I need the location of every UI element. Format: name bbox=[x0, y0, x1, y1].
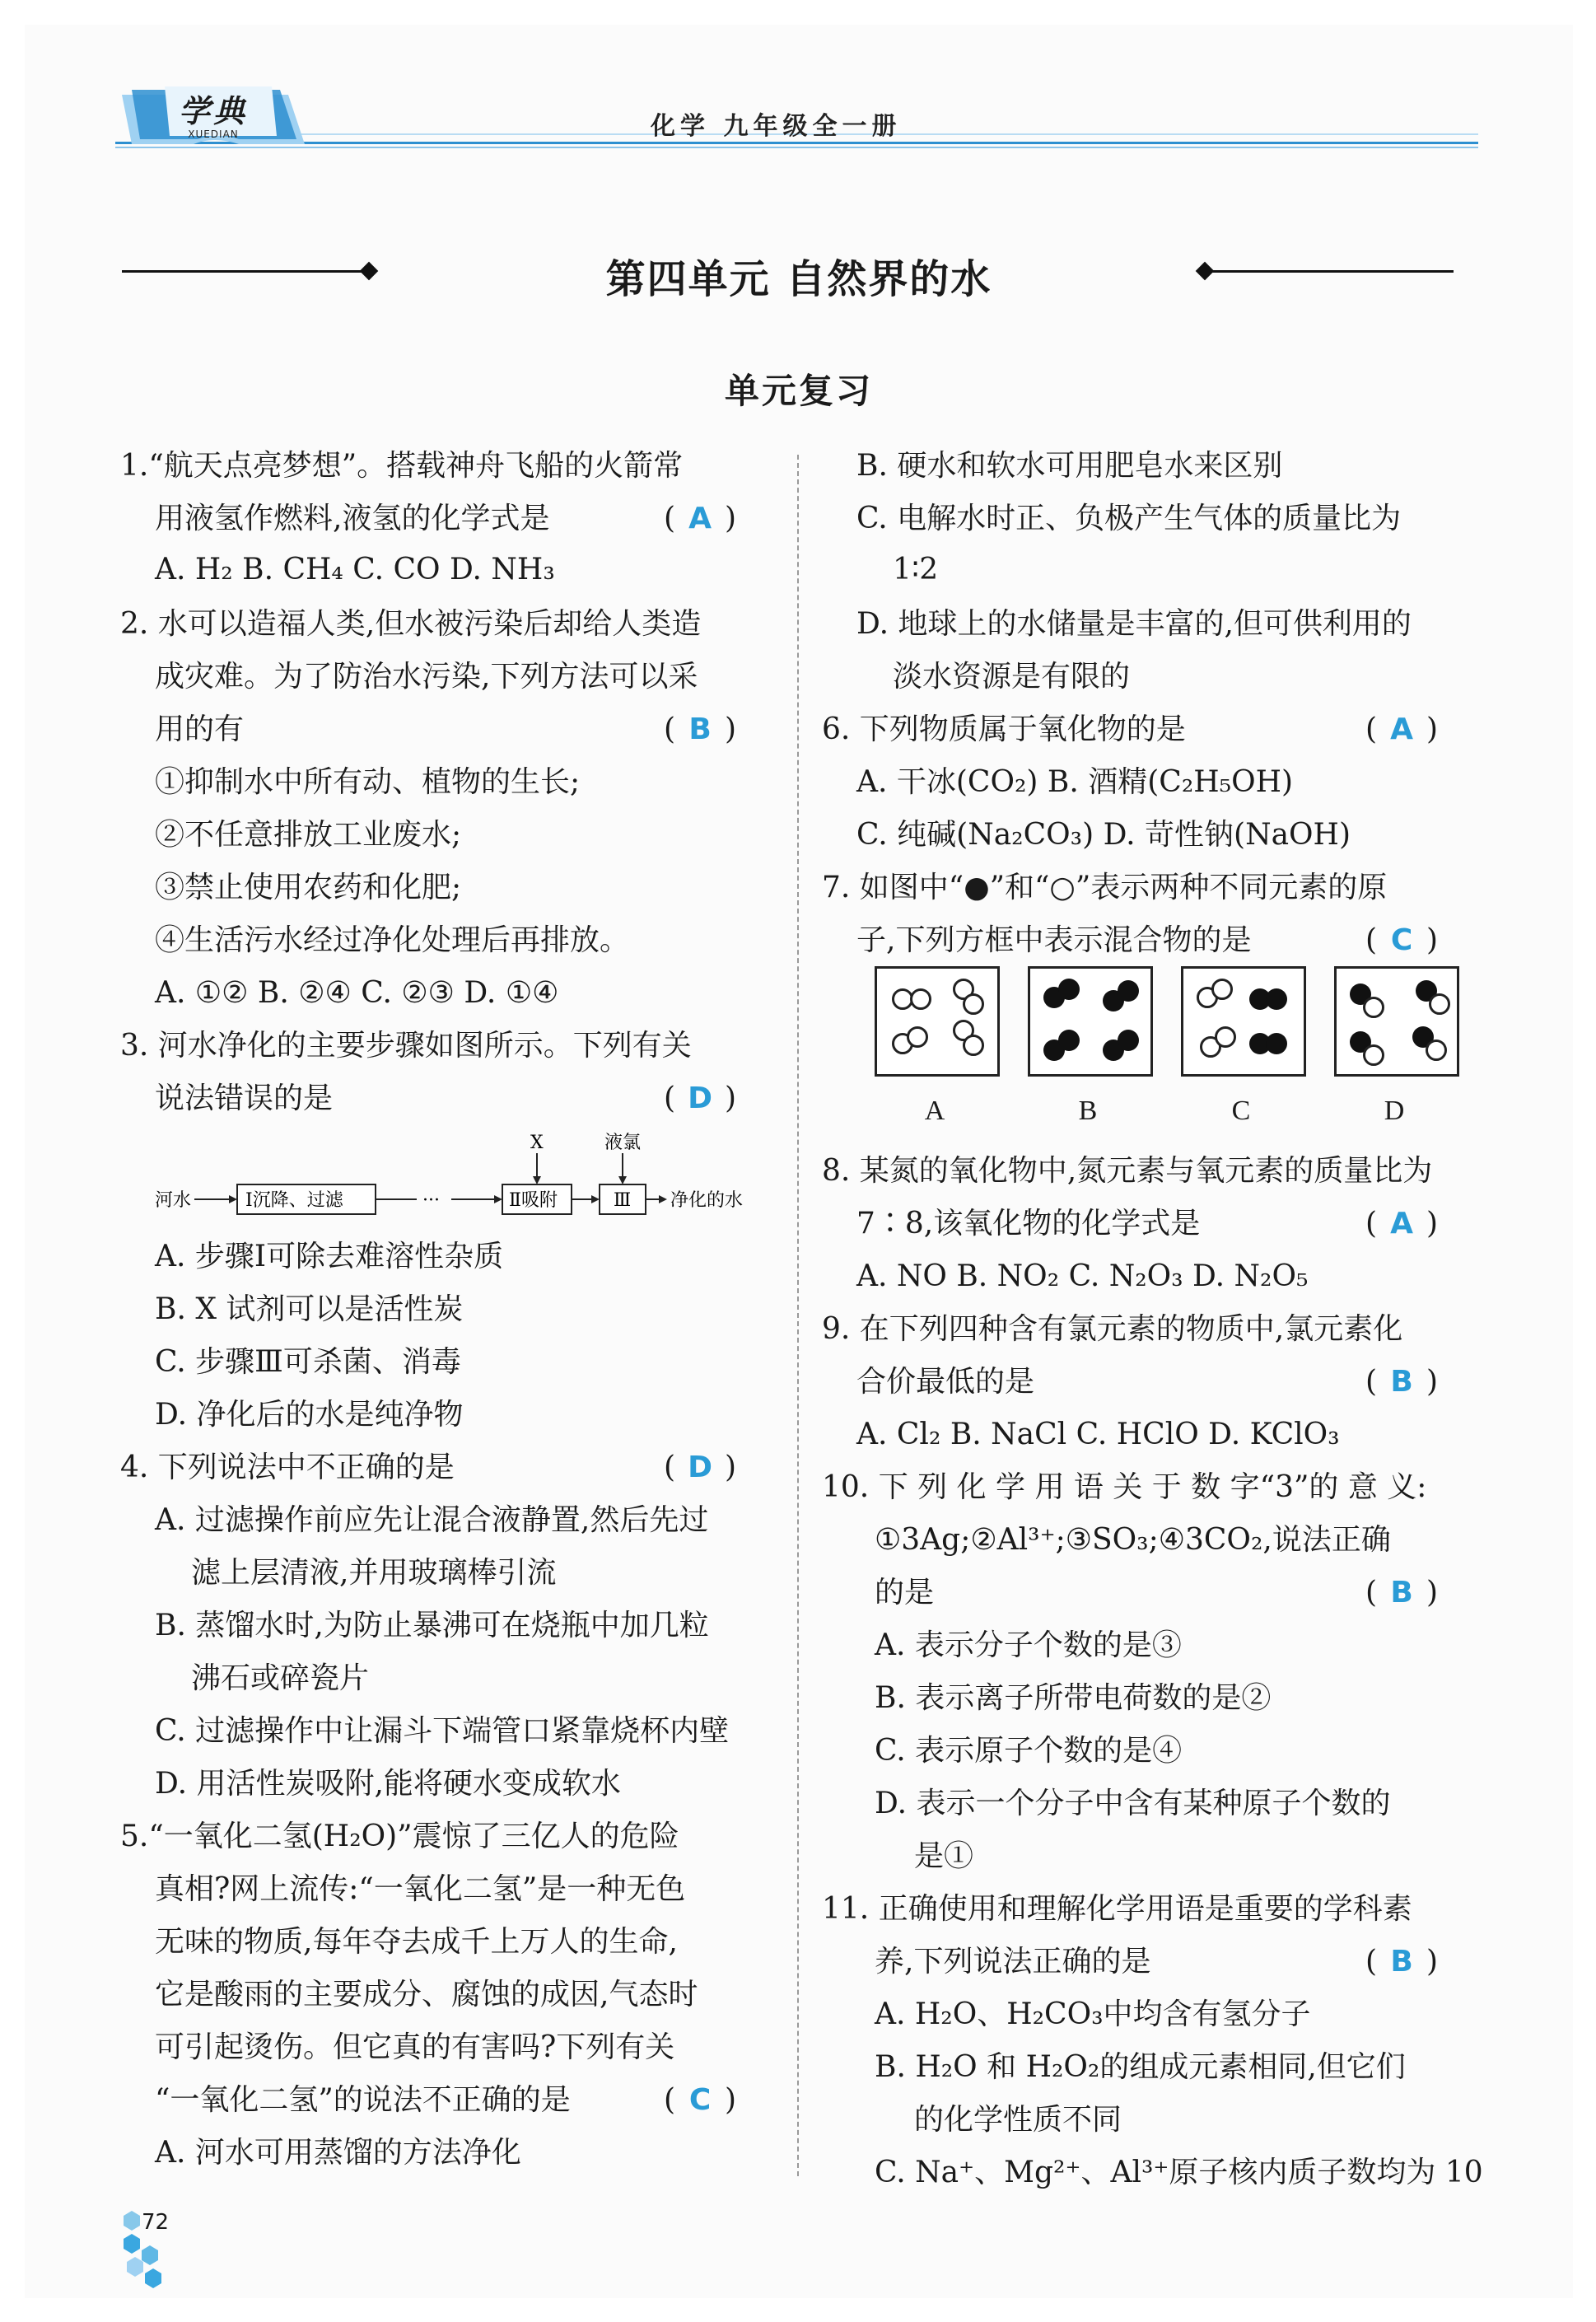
q11-option: B. H₂O 和 H₂O₂的组成元素相同,但它们 bbox=[875, 2050, 1406, 2084]
q5-line: 可引起烫伤。但它真的有害吗?下列有关 bbox=[155, 2030, 675, 2064]
q1-options: A. H₂ B. CH₄ C. CO D. NH₃ bbox=[155, 553, 555, 586]
q1-line: 用液氢作燃料,液氢的化学式是 bbox=[155, 502, 550, 535]
page-number: 72 bbox=[142, 2210, 170, 2235]
q10-option: D. 表示一个分子中含有某种原子个数的 bbox=[875, 1787, 1391, 1820]
q3-option: C. 步骤Ⅲ可杀菌、消毒 bbox=[155, 1345, 461, 1379]
flow-step-3: Ⅲ bbox=[614, 1190, 632, 1211]
q5-line: 它是酸雨的主要成分、腐蚀的成因,气态时 bbox=[155, 1978, 698, 2011]
q5-line: 真相?网上流传:“一氧化二氢”是一种无色 bbox=[155, 1872, 686, 1906]
q2-item: ③禁止使用农药和化肥; bbox=[155, 871, 462, 904]
q5-option-cont: 1∶2 bbox=[893, 553, 939, 586]
q2-line: 成灾难。为了防治水污染,下列方法可以采 bbox=[155, 660, 698, 694]
title-rule-left bbox=[122, 270, 369, 273]
q3-answer: ( D ) bbox=[664, 1082, 737, 1115]
q8-line: 8. 某氮的氧化物中,氮元素与氧元素的质量比为 bbox=[822, 1154, 1433, 1188]
q3-option: B. X 试剂可以是活性炭 bbox=[155, 1292, 464, 1326]
q9-answer: ( B ) bbox=[1365, 1365, 1439, 1399]
q6-options: A. 干冰(CO₂) B. 酒精(C₂H₅OH) bbox=[856, 765, 1294, 799]
logo bbox=[169, 86, 258, 143]
q10-option-cont: 是① bbox=[914, 1839, 974, 1873]
q2-item: ①抑制水中所有动、植物的生长; bbox=[155, 765, 581, 799]
q2-item: ②不任意排放工业废水; bbox=[155, 818, 462, 852]
q4-option: A. 过滤操作前应先让混合液静置,然后先过 bbox=[155, 1503, 709, 1537]
q6-line: 6. 下列物质属于氧化物的是 bbox=[822, 712, 1186, 746]
reagent-chlorine: 液氯 bbox=[604, 1133, 642, 1153]
q11-line: 11. 正确使用和理解化学用语是重要的学科素 bbox=[822, 1892, 1412, 1926]
logo-subtext: XUEDIAN bbox=[188, 128, 239, 140]
figure-label: A bbox=[924, 1096, 945, 1126]
q2-options: A. ①② B. ②④ C. ②③ D. ①④ bbox=[155, 976, 559, 1010]
q10-option: C. 表示原子个数的是④ bbox=[875, 1734, 1183, 1768]
q2-answer: ( B ) bbox=[664, 712, 737, 746]
q11-line: 养,下列说法正确的是 bbox=[875, 1945, 1151, 1979]
q4-line: 4. 下列说法中不正确的是 bbox=[120, 1451, 455, 1484]
molecule-box-b bbox=[1028, 966, 1153, 1077]
q5-option: B. 硬水和软水可用肥皂水来区别 bbox=[856, 449, 1283, 483]
q1-line: 1.“航天点亮梦想”。搭载神舟飞船的火箭常 bbox=[120, 449, 684, 483]
q8-answer: ( A ) bbox=[1365, 1207, 1439, 1240]
q8-line: 7∶8,该氧化物的化学式是 bbox=[856, 1207, 1201, 1240]
q4-option-cont: 滤上层清液,并用玻璃棒引流 bbox=[191, 1556, 557, 1590]
flow-step-1: Ⅰ沉降、过滤 bbox=[245, 1190, 343, 1211]
q5-option: A. 河水可用蒸馏的方法净化 bbox=[155, 2136, 521, 2170]
flow-dots: ··· bbox=[422, 1190, 440, 1211]
q3-line: 3. 河水净化的主要步骤如图所示。下列有关 bbox=[120, 1029, 692, 1063]
molecule-box-d bbox=[1334, 966, 1459, 1077]
reagent-x: X bbox=[530, 1133, 544, 1153]
q2-line: 2. 水可以造福人类,但水被污染后却给人类造 bbox=[120, 607, 702, 641]
q6-options: C. 纯碱(Na₂CO₃) D. 苛性钠(NaOH) bbox=[856, 818, 1351, 852]
q9-line: 9. 在下列四种含有氯元素的物质中,氯元素化 bbox=[822, 1312, 1403, 1346]
q7-answer: ( C ) bbox=[1365, 923, 1439, 957]
q5-option: C. 电解水时正、负极产生气体的质量比为 bbox=[856, 502, 1402, 535]
q3-option: A. 步骤Ⅰ可除去难溶性杂质 bbox=[155, 1240, 504, 1273]
q11-option: A. H₂O、H₂CO₃中均含有氢分子 bbox=[875, 1997, 1311, 2031]
figure-label: D bbox=[1384, 1096, 1405, 1126]
q5-line: “一氧化二氢”的说法不正确的是 bbox=[155, 2083, 571, 2117]
section-title: 单元复习 bbox=[724, 371, 873, 411]
q7-line: 子,下列方框中表示混合物的是 bbox=[856, 923, 1252, 957]
q10-option: B. 表示离子所带电荷数的是② bbox=[875, 1681, 1272, 1715]
q2-line: 用的有 bbox=[155, 712, 245, 746]
flow-end: 净化的水 bbox=[670, 1190, 744, 1211]
q5-line: 5.“一氧化二氢(H₂O)”震惊了三亿人的危险 bbox=[120, 1820, 679, 1853]
flow-start: 河水 bbox=[155, 1190, 192, 1211]
q11-option-cont: 的化学性质不同 bbox=[914, 2103, 1122, 2137]
header-rule-light bbox=[115, 147, 1478, 148]
unit-title: 第四单元 自然界的水 bbox=[605, 256, 992, 302]
q4-option-cont: 沸石或碎瓷片 bbox=[191, 1661, 370, 1695]
q5-option: D. 地球上的水储量是丰富的,但可供利用的 bbox=[856, 607, 1412, 641]
q6-answer: ( A ) bbox=[1365, 712, 1439, 746]
title-rule-right bbox=[1206, 270, 1454, 273]
q4-option: C. 过滤操作中让漏斗下端管口紧靠烧杯内壁 bbox=[155, 1714, 730, 1748]
q11-answer: ( B ) bbox=[1365, 1945, 1439, 1979]
column-divider bbox=[797, 455, 799, 2176]
figure-label: B bbox=[1078, 1096, 1098, 1126]
q10-line: ①3Ag;②Al³⁺;③SO₃;④3CO₂,说法正确 bbox=[875, 1523, 1391, 1557]
logo-text: 学典 bbox=[178, 92, 248, 129]
q7-line: 7. 如图中“●”和“○”表示两种不同元素的原 bbox=[822, 871, 1388, 904]
q4-answer: ( D ) bbox=[664, 1451, 737, 1484]
figure-label: C bbox=[1231, 1096, 1251, 1126]
q10-option: A. 表示分子个数的是③ bbox=[875, 1628, 1182, 1662]
q10-line: 10. 下 列 化 学 用 语 关 于 数 字“3”的 意 义: bbox=[822, 1470, 1427, 1504]
flow-step-2: Ⅱ吸附 bbox=[509, 1190, 558, 1211]
header-rule bbox=[115, 142, 1478, 144]
header-title: 化学 九年级全一册 bbox=[651, 112, 902, 141]
q2-item: ④生活污水经过净化处理后再排放。 bbox=[155, 923, 630, 957]
molecule-box-a bbox=[875, 966, 1000, 1077]
q5-answer: ( C ) bbox=[664, 2083, 737, 2117]
q4-option: B. 蒸馏水时,为防止暴沸可在烧瓶中加几粒 bbox=[155, 1609, 709, 1642]
q9-options: A. Cl₂ B. NaCl C. HClO D. KClO₃ bbox=[856, 1418, 1340, 1451]
q5-line: 无味的物质,每年夺去成千上万人的生命, bbox=[155, 1925, 678, 1959]
q3-option: D. 净化后的水是纯净物 bbox=[155, 1398, 464, 1432]
q1-answer: ( A ) bbox=[664, 502, 737, 535]
q10-answer: ( B ) bbox=[1365, 1576, 1439, 1610]
purification-flow-diagram bbox=[155, 1130, 789, 1237]
q3-line: 说法错误的是 bbox=[155, 1082, 334, 1115]
q8-options: A. NO B. NO₂ C. N₂O₃ D. N₂O₅ bbox=[856, 1259, 1309, 1293]
q4-option: D. 用活性炭吸附,能将硬水变成软水 bbox=[155, 1767, 621, 1801]
molecule-box-c bbox=[1181, 966, 1306, 1077]
q5-option-cont: 淡水资源是有限的 bbox=[893, 660, 1131, 694]
q10-line: 的是 bbox=[875, 1576, 935, 1610]
q9-line: 合价最低的是 bbox=[856, 1365, 1035, 1399]
q11-option: C. Na⁺、Mg²⁺、Al³⁺原子核内质子数均为 10 bbox=[875, 2156, 1483, 2189]
